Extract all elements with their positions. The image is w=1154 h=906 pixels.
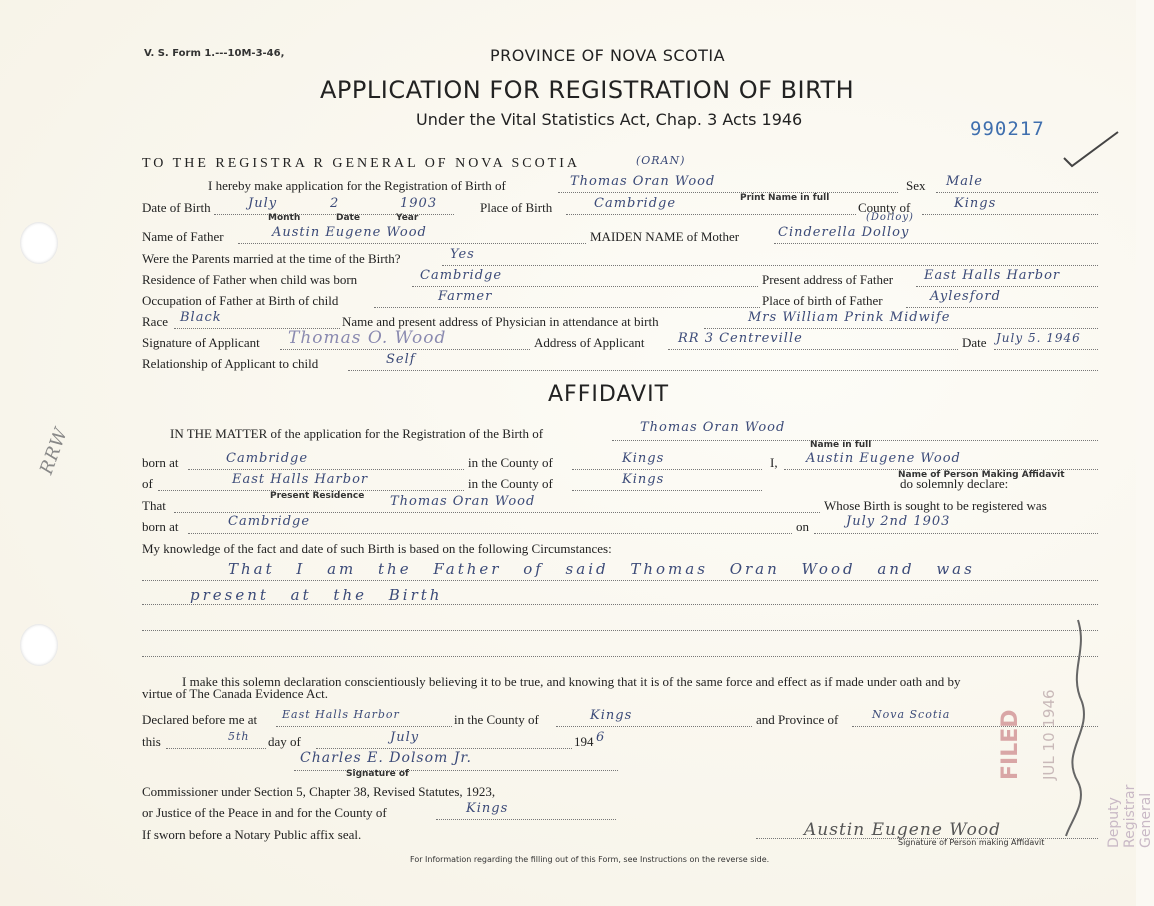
i-label: I,	[770, 455, 778, 470]
notary-note: If sworn before a Notary Public affix seal.	[142, 827, 362, 842]
province-heading: PROVINCE OF NOVA SCOTIA	[490, 46, 726, 65]
form-subtitle: Under the Vital Statistics Act, Chap. 3 Acts 1946	[416, 110, 803, 129]
father-name: Austin Eugene Wood	[272, 225, 427, 240]
deputy-registrar-stamp: Deputy Registrar General	[1106, 784, 1154, 848]
sex-value: Male	[946, 174, 983, 189]
born-at-value: Cambridge	[226, 451, 309, 466]
year-label: Year	[396, 213, 419, 223]
commissioner-line-2: or Justice of the Peace in and for the County of	[142, 805, 387, 820]
father-label: Name of Father	[142, 229, 224, 244]
declared-at: East Halls Harbor	[282, 708, 400, 721]
matter-name: Thomas Oran Wood	[640, 420, 786, 435]
circumstances-line-2: present at the Birth	[190, 586, 443, 604]
day-value: 5th	[228, 730, 250, 743]
county-value: Kings	[954, 196, 997, 211]
line-child-name: I hereby make application for the Registration of Birth of	[208, 178, 506, 193]
applicant-signature: Thomas O. Wood	[288, 328, 447, 348]
on-date: July 2nd 1903	[846, 514, 951, 529]
affidavit-heading: AFFIDAVIT	[548, 382, 670, 407]
occupation-value: Farmer	[438, 289, 493, 304]
declared-label: Declared before me at	[142, 712, 258, 727]
solemn-line-2: virtue of The Canada Evidence Act.	[142, 686, 329, 701]
on-label: on	[796, 519, 809, 534]
present-address-label: Present address of Father	[762, 272, 894, 287]
day-of-label: day of	[268, 734, 301, 749]
race-label: Race	[142, 314, 168, 329]
race-value: Black	[180, 310, 222, 325]
county-label: County of	[858, 200, 911, 215]
applicant-address: RR 3 Centreville	[678, 331, 803, 346]
father-birthplace: Aylesford	[930, 289, 1001, 304]
date-label: Date	[336, 213, 360, 223]
that-label: That	[142, 498, 166, 513]
dob-date: 2	[330, 196, 340, 211]
name-full-note: Name in full	[810, 440, 872, 450]
physician-label: Name and present address of Physician in attendance at birth	[342, 314, 659, 329]
footer-note: For Information regarding the filling out of this Form, see Instructions on the reverse side.	[410, 855, 770, 864]
in-county-label: in the County of	[468, 455, 553, 470]
filed-stamp: FILED	[998, 709, 1023, 780]
present-address: East Halls Harbor	[924, 268, 1061, 283]
oran-note: (ORAN)	[636, 154, 686, 167]
margin-note: RRW	[36, 424, 73, 478]
maiden-label: MAIDEN NAME of Mother	[590, 229, 740, 244]
month-label: Month	[268, 213, 301, 223]
relationship-value: Self	[386, 352, 416, 367]
registrar-initials-icon	[1048, 612, 1098, 842]
province-label: and Province of	[756, 712, 839, 727]
affiant-signature: Austin Eugene Wood	[804, 820, 1001, 840]
county4-value: Kings	[466, 801, 509, 816]
filed-date-stamp: JUL 10 1946	[1040, 689, 1058, 780]
dob-year: 1903	[400, 196, 438, 211]
in-county-label-3: in the County of	[454, 712, 539, 727]
application-date: July 5. 1946	[996, 331, 1081, 345]
address-label: Address of Applicant	[534, 335, 645, 350]
year-suffix: 6	[596, 730, 606, 745]
dob-month: July	[248, 196, 278, 211]
dob-label: Date of Birth	[142, 200, 211, 215]
checkmark-icon	[1062, 128, 1122, 168]
print-name-note: Print Name in full	[740, 193, 830, 203]
affiant-name: Austin Eugene Wood	[806, 451, 961, 466]
county2-value: Kings	[622, 472, 665, 487]
of-label: of	[142, 476, 153, 491]
whose-birth-label: Whose Birth is sought to be registered was	[824, 498, 1047, 513]
declare-label: do solemnly declare:	[900, 476, 1009, 491]
this-label: this	[142, 734, 161, 749]
solemn-line-1: I make this solemn declaration conscientiously believing it to be true, and knowing that it is of the same force and effect as if made under oath and by	[182, 674, 961, 689]
residence-value: Cambridge	[420, 268, 503, 283]
date-label: Date	[962, 335, 987, 350]
relationship-label: Relationship of Applicant to child	[142, 356, 319, 371]
affiant-note: Name of Person Making Affidavit	[898, 470, 1065, 480]
knowledge-label: My knowledge of the fact and date of such Birth is based on the following Circumstances:	[142, 541, 612, 556]
matter-line: IN THE MATTER of the application for the Registration of the Birth of	[170, 426, 544, 441]
month-value: July	[390, 730, 420, 745]
punch-hole-bottom	[20, 624, 58, 666]
place-of-birth: Cambridge	[594, 196, 677, 211]
of-residence: East Halls Harbor	[232, 472, 369, 487]
physician-value: Mrs William Prink Midwife	[748, 310, 951, 325]
maiden-note: (Dolloy)	[866, 212, 914, 223]
affiant-signature-note: Signature of Person making Affidavit	[898, 838, 1045, 847]
signature-label: Signature of Applicant	[142, 335, 260, 350]
residence-label: Residence of Father when child was born	[142, 272, 358, 287]
form-title: APPLICATION FOR REGISTRATION OF BIRTH	[320, 76, 855, 104]
married-label: Were the Parents married at the time of the Birth?	[142, 251, 401, 266]
to-registrar-line: TO THE REGISTRA R GENERAL OF NOVA SCOTIA	[142, 156, 581, 171]
married-value: Yes	[450, 247, 475, 262]
born-at-value-2: Cambridge	[228, 514, 311, 529]
occupation-label: Occupation of Father at Birth of child	[142, 293, 339, 308]
in-county-label-2: in the County of	[468, 476, 553, 491]
born-at-label: born at	[142, 455, 179, 470]
commissioner-signature: Charles E. Dolsom Jr.	[300, 750, 472, 766]
born-at-label-2: born at	[142, 519, 179, 534]
province-value: Nova Scotia	[872, 708, 951, 721]
county1-value: Kings	[622, 451, 665, 466]
commissioner-line-1: Commissioner under Section 5, Chapter 38, Revised Statutes, 1923,	[142, 784, 496, 799]
county3-value: Kings	[590, 708, 633, 723]
mother-name: Cinderella Dolloy	[778, 225, 910, 240]
form-code: V. S. Form 1.---10M-3-46,	[144, 48, 285, 59]
signature-of-note: Signature of	[346, 769, 409, 779]
child-name: Thomas Oran Wood	[570, 174, 716, 189]
year-prefix: 194	[574, 734, 594, 749]
present-residence-note: Present Residence	[270, 491, 365, 501]
place-of-birth-label: Place of Birth	[480, 200, 553, 215]
circumstances-line-1: That I am the Father of said Thomas Oran Wood and was	[228, 560, 975, 578]
father-birthplace-label: Place of birth of Father	[762, 293, 883, 308]
sex-label: Sex	[906, 178, 926, 193]
that-name: Thomas Oran Wood	[390, 494, 536, 509]
punch-hole-top	[20, 222, 58, 264]
registration-number: 990217	[970, 118, 1045, 140]
